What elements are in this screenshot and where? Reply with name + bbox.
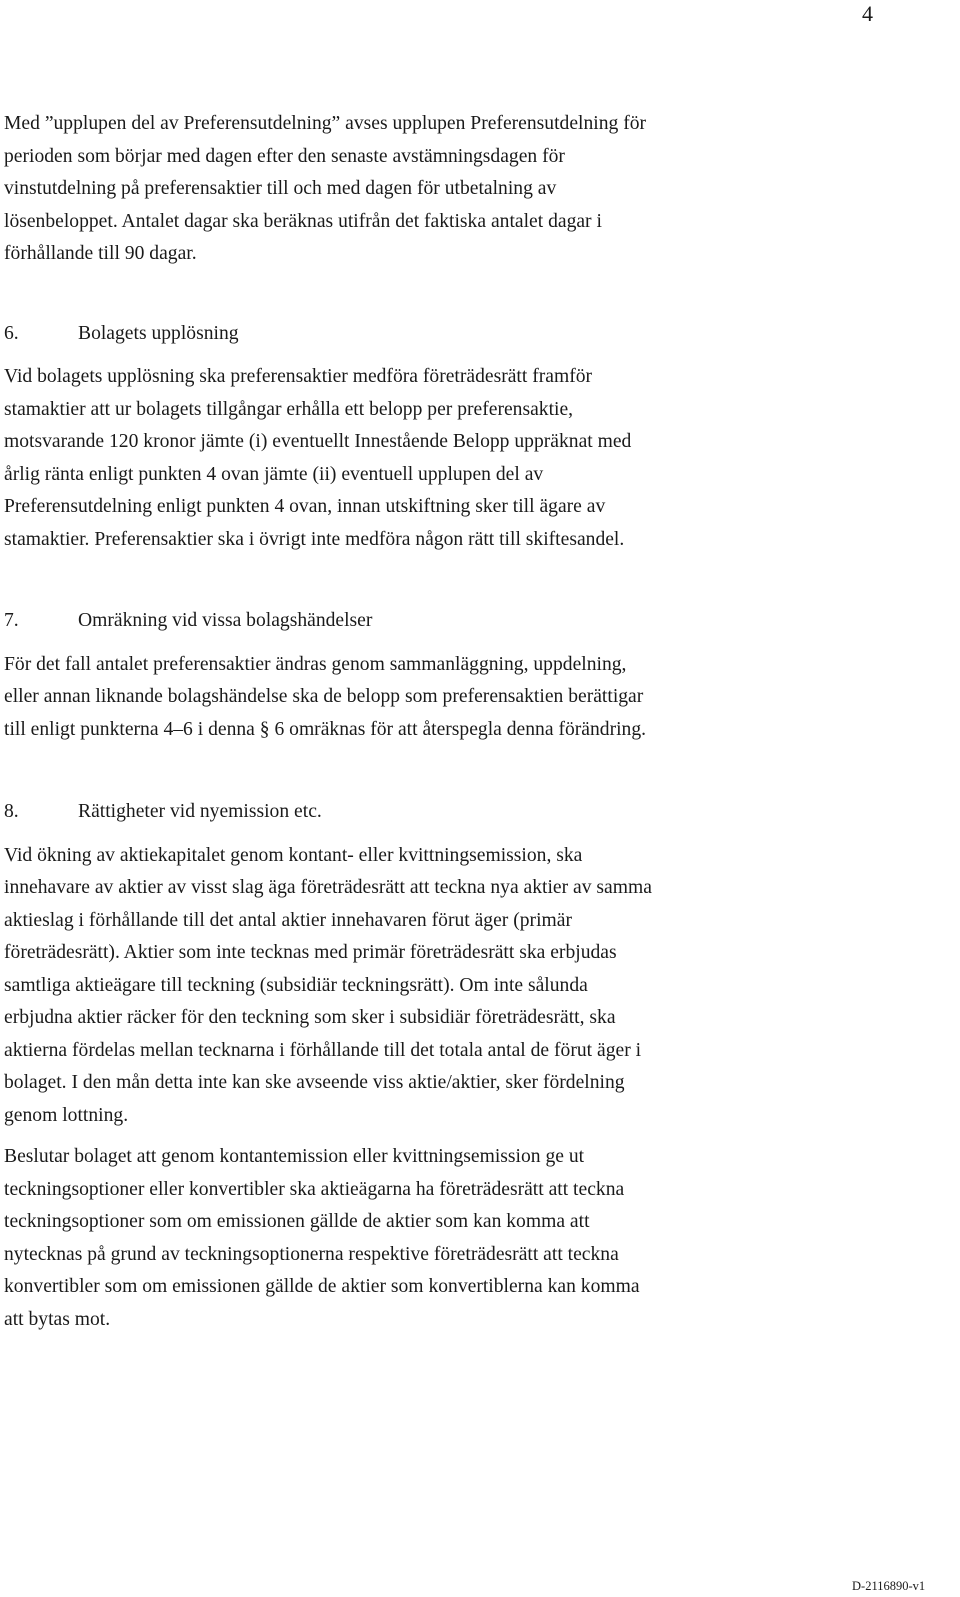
section-number: 6. bbox=[4, 322, 19, 344]
text-line: stamaktier att ur bolagets tillgångar erhålla ett belopp per preferensaktie, bbox=[4, 398, 574, 420]
text-line: Med ”upplupen del av Preferensutdelning” avses upplupen Preferensutdelning för bbox=[4, 113, 647, 134]
text-line: stamaktier. Preferensaktier ska i övrigt inte medföra någon rätt till skiftesandel. bbox=[4, 528, 625, 550]
section-title: Bolagets upplösning bbox=[78, 322, 239, 344]
text-line: årlig ränta enligt punkten 4 ovan jämte (ii) eventuell upplupen del av bbox=[4, 463, 544, 485]
text-line: För det fall antalet preferensaktier ändras genom sammanläggning, uppdelning, bbox=[4, 653, 627, 675]
text-line: perioden som börjar med dagen efter den senaste avstämningsdagen för bbox=[4, 145, 565, 167]
intro-paragraph bbox=[4, 108, 804, 271]
section-heading-7 bbox=[4, 605, 804, 638]
text-line: aktierna fördelas mellan tecknarna i förhållande till det totala antal de förut äger i bbox=[4, 1039, 642, 1061]
document-id-footer: D-2116890-v1 bbox=[852, 1579, 926, 1593]
text-line: vinstutdelning på preferensaktier till och med dagen för utbetalning av bbox=[4, 178, 557, 199]
page-number: 4 bbox=[862, 1, 873, 26]
text-line: Beslutar bolaget att genom kontantemission eller kvittningsemission ge ut bbox=[4, 1146, 585, 1167]
section-heading-8 bbox=[4, 796, 804, 829]
section-6-paragraph bbox=[4, 361, 804, 556]
section-title: Omräkning vid vissa bolagshändelser bbox=[78, 610, 373, 631]
text-line: samtliga aktieägare till teckning (subsidiär teckningsrätt). Om inte sålunda bbox=[4, 974, 588, 996]
text-line: bolaget. I den mån detta inte kan ske avseende viss aktie/aktier, sker fördelning bbox=[4, 1072, 625, 1093]
text-line: förhållande till 90 dagar. bbox=[4, 243, 197, 264]
text-line: konvertibler som om emissionen gällde de aktier som konvertiblerna kan komma bbox=[4, 1276, 640, 1297]
section-heading-6 bbox=[4, 318, 804, 351]
text-line: erbjudna aktier räcker för den teckning som sker i subsidiär företrädesrätt, ska bbox=[4, 1007, 616, 1028]
text-line: teckningsoptioner eller konvertibler ska aktieägarna ha företrädesrätt att teckna bbox=[4, 1178, 625, 1200]
text-line: Vid ökning av aktiekapitalet genom kontant- eller kvittningsemission, ska bbox=[4, 844, 583, 866]
text-line: nytecknas på grund av teckningsoptionerna respektive företrädesrätt att teckna bbox=[4, 1243, 619, 1265]
document-body bbox=[4, 108, 804, 1336]
section-7-paragraph bbox=[4, 649, 804, 747]
text-line: till enligt punkterna 4–6 i denna § 6 omräknas för att återspegla denna förändring. bbox=[4, 718, 647, 740]
text-line: Preferensutdelning enligt punkten 4 ovan, innan utskiftning sker till ägare av bbox=[4, 496, 606, 517]
section-number: 7. bbox=[4, 610, 19, 631]
section-number: 8. bbox=[4, 801, 19, 822]
section-8-paragraph-2 bbox=[4, 1141, 804, 1336]
text-line: företrädesrätt). Aktier som inte tecknas med primär företrädesrätt ska erbjudas bbox=[4, 942, 617, 963]
text-line: innehavare av aktier av visst slag äga företrädesrätt att teckna nya aktier av samma bbox=[4, 877, 652, 898]
section-title: Rättigheter vid nyemission etc. bbox=[78, 801, 322, 822]
section-8-paragraph-1 bbox=[4, 840, 804, 1133]
text-line: Vid bolagets upplösning ska preferensaktier medföra företrädesrätt framför bbox=[4, 366, 593, 387]
text-line: aktieslag i förhållande till det antal aktier innehavaren förut äger (primär bbox=[4, 909, 572, 931]
text-line: genom lottning. bbox=[4, 1104, 129, 1126]
text-line: teckningsoptioner som om emissionen gällde de aktier som kan komma att bbox=[4, 1211, 590, 1232]
text-line: att bytas mot. bbox=[4, 1308, 111, 1330]
text-line: eller annan liknande bolagshändelse ska de belopp som preferensaktien berättigar bbox=[4, 686, 644, 707]
text-line: lösenbeloppet. Antalet dagar ska beräknas utifrån det faktiska antalet dagar i bbox=[4, 210, 602, 232]
text-line: motsvarande 120 kronor jämte (i) eventuellt Innestående Belopp uppräknat med bbox=[4, 431, 632, 452]
